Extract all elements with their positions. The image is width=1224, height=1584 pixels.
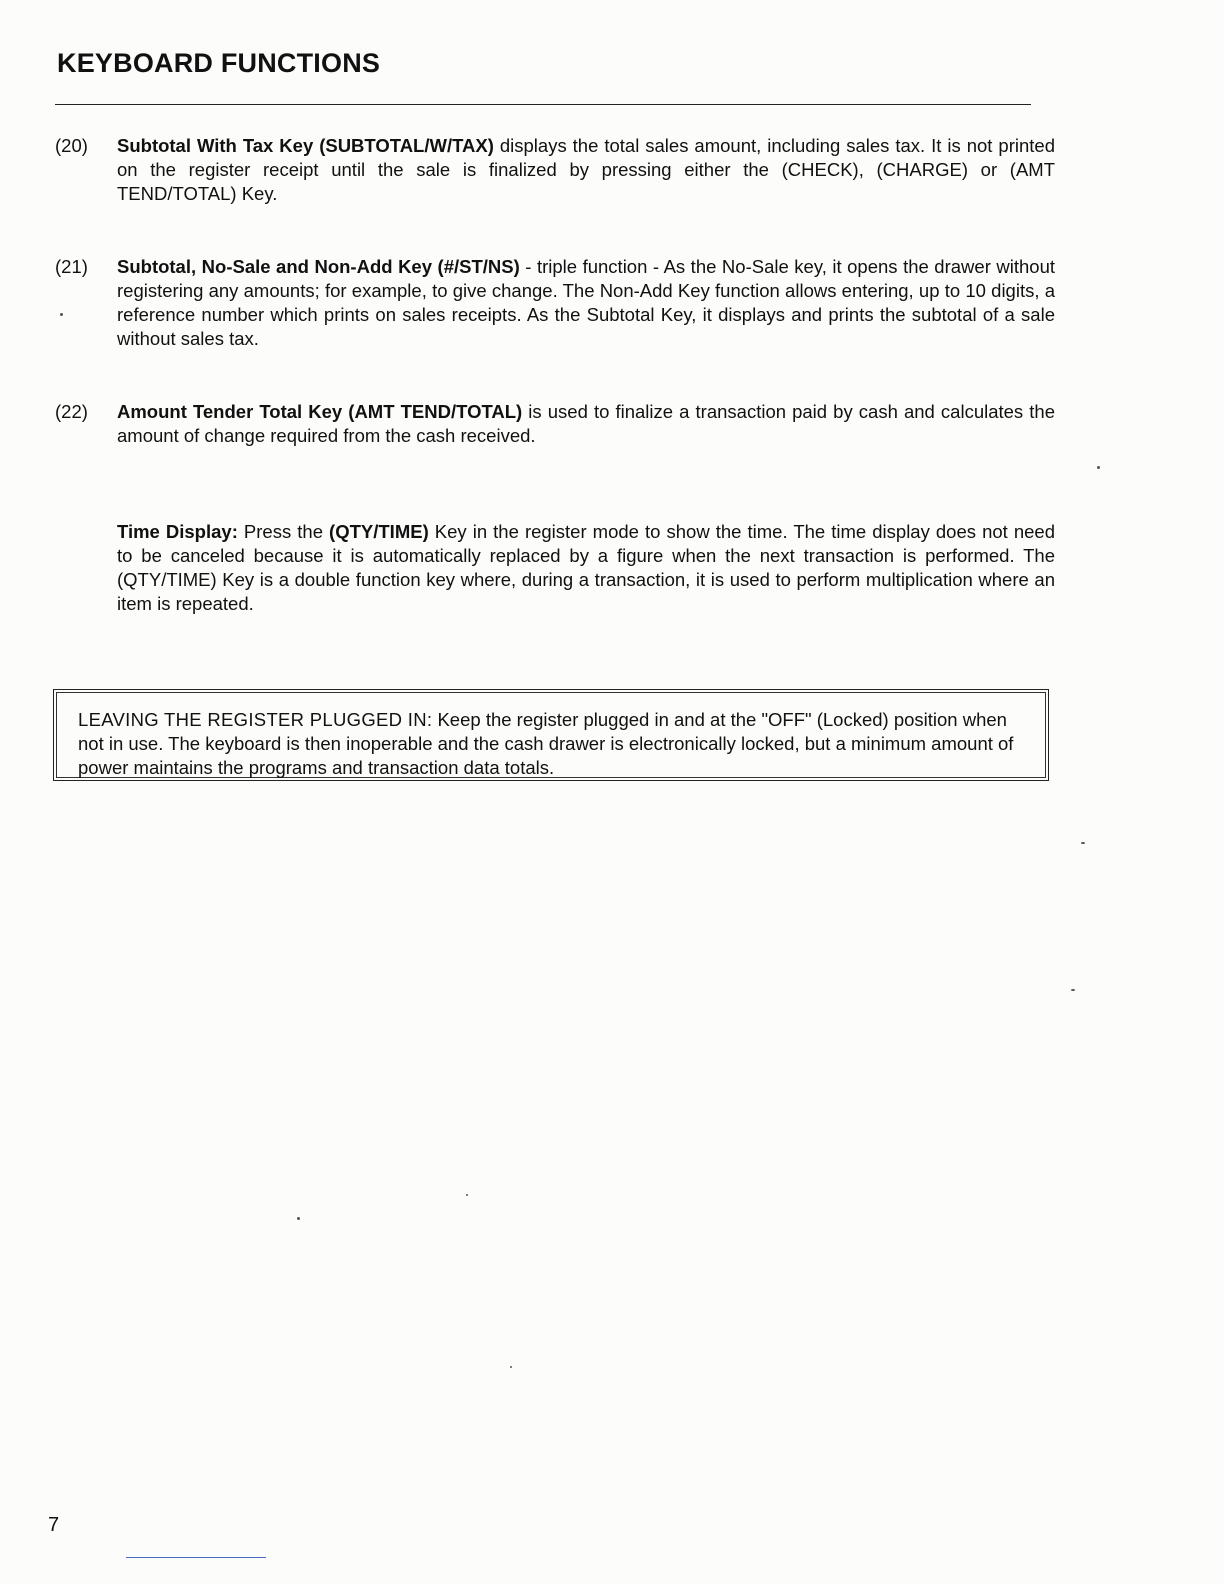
note-key: (QTY/TIME) (329, 521, 429, 542)
scan-speck (466, 1194, 468, 1196)
key-description: is used to finalize a transaction paid by cash and calculates the amount of change required from the cash received. (117, 401, 1055, 446)
time-display-note (117, 520, 1055, 616)
title-divider (55, 104, 1031, 105)
scan-speck (1071, 989, 1075, 991)
key-description-21 (55, 255, 1055, 351)
notice-lead: LEAVING THE REGISTER PLUGGED IN: (78, 709, 433, 730)
scan-speck (510, 1366, 512, 1368)
item-body (117, 134, 1055, 206)
key-description-22 (55, 400, 1055, 448)
page-title: KEYBOARD FUNCTIONS (57, 48, 381, 78)
key-name: Amount Tender Total Key (AMT TEND/TOTAL) (117, 401, 523, 422)
item-body (117, 255, 1055, 351)
note-text: Key in the register mode to show the time. The time display does not need to be canceled because it is automatically replaced by a figure when the next transaction is performed. The (QTY/TIME) Key is a double function key where, during a transaction, it is used to perform multiplication where an item is repeated. (117, 521, 1055, 614)
scan-speck (297, 1217, 300, 1220)
notice-body: Keep the register plugged in and at the "OFF" (Locked) position when not in use. The keyboard is then inoperable and the cash drawer is electronically locked, but a minimum amount of power maintains the programs and transaction data totals. (78, 709, 1014, 778)
note-press: Press the (237, 521, 330, 542)
key-name: Subtotal With Tax Key (SUBTOTAL/W/TAX) (117, 135, 494, 156)
key-description: displays the total sales amount, including sales tax. It is not printed on the register receipt until the sale is finalized by pressing either the (CHECK), (CHARGE) or (AMT TEND/TOTAL) Key. (117, 135, 1055, 204)
scan-speck (60, 313, 63, 316)
notice-text (78, 708, 1028, 780)
page-number: 7 (48, 1514, 60, 1536)
footer-rule (126, 1557, 266, 1558)
item-number: (22) (55, 401, 88, 422)
key-description: - triple function - As the No-Sale key, it opens the drawer without registering any amounts; for example, to give change. The Non-Add Key function allows entering, up to 10 digits, a reference number which prints on sales receipts. As the Subtotal Key, it displays and prints the subtotal of a sale without sales tax. (117, 256, 1055, 349)
key-name: Subtotal, No-Sale and Non-Add Key (#/ST/NS) (117, 256, 520, 277)
key-description-20 (55, 134, 1055, 206)
item-body (117, 400, 1055, 448)
item-number: (21) (55, 256, 88, 277)
item-number: (20) (55, 135, 88, 156)
notice-box (53, 689, 1049, 781)
note-label: Time Display: (117, 521, 238, 542)
scan-speck (1097, 466, 1100, 469)
scan-speck (1081, 842, 1085, 844)
